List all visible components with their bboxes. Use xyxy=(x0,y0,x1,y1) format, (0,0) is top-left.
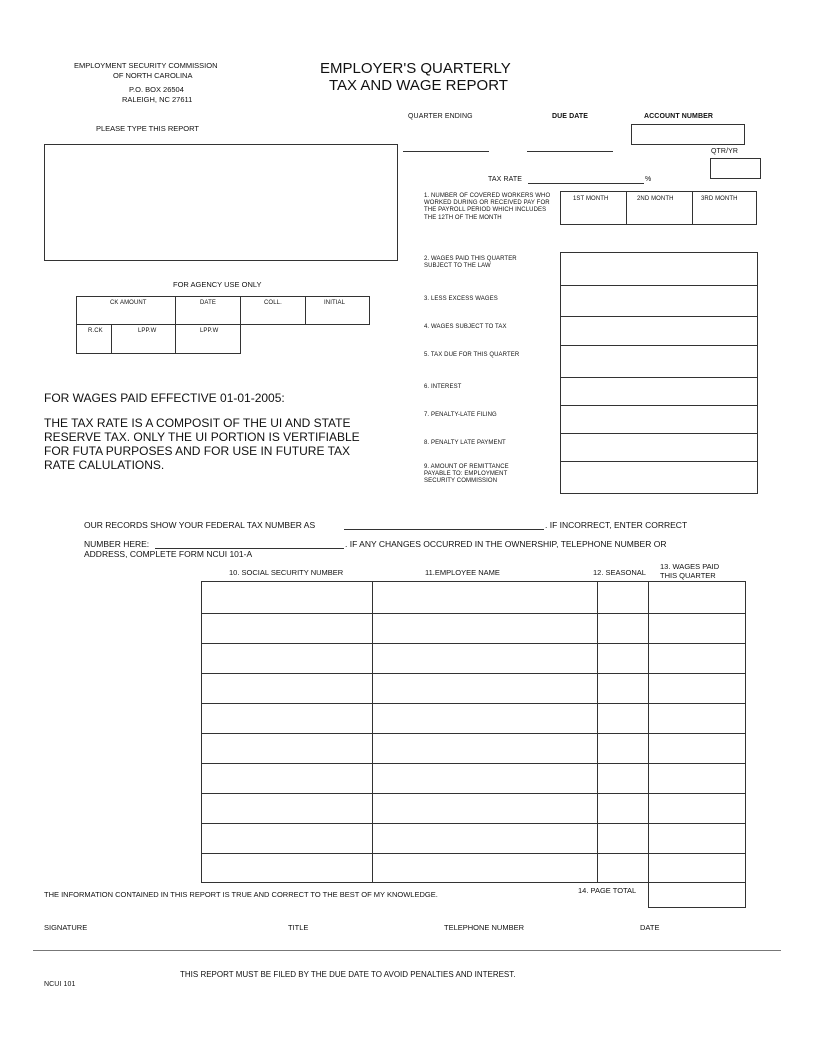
wages-cell[interactable] xyxy=(649,672,746,701)
seasonal-column-header: 12. SEASONAL xyxy=(593,568,646,577)
notice-line: FOR FUTA PURPOSES AND FOR USE IN FUTURE TAX xyxy=(44,444,351,458)
page-title-line1: EMPLOYER'S QUARTERLY xyxy=(320,60,511,77)
line-8-label: 8. PENALTY LATE PAYMENT xyxy=(424,440,506,446)
employee-name-cell[interactable] xyxy=(373,792,597,821)
seasonal-cell[interactable] xyxy=(598,642,648,671)
table-row xyxy=(202,642,746,671)
line-6-field[interactable] xyxy=(560,377,758,404)
qtr-yr-label: QTR/YR xyxy=(711,148,739,155)
wages-column-header: 13. WAGES PAID THIS QUARTER xyxy=(660,562,720,580)
coll-label: COLL. xyxy=(264,300,282,306)
wages-cell[interactable] xyxy=(649,642,746,671)
rck-label: R.CK xyxy=(88,328,103,334)
col-divider xyxy=(240,296,241,354)
due-date-label: DUE DATE xyxy=(552,113,589,120)
federal-tax-number-field[interactable] xyxy=(344,529,544,530)
line-2-field[interactable] xyxy=(560,252,758,284)
agency-name-line1: EMPLOYMENT SECURITY COMMISSION xyxy=(74,61,218,70)
ssn-cell[interactable] xyxy=(202,762,372,791)
notice-line: RATE CALULATIONS. xyxy=(44,458,165,472)
seasonal-cell[interactable] xyxy=(598,852,648,881)
covered-workers-table xyxy=(560,191,757,225)
employee-name-cell[interactable] xyxy=(373,852,597,881)
month-2-label: 2ND MONTH xyxy=(637,196,674,202)
account-number-label: ACCOUNT NUMBER xyxy=(644,113,714,120)
ssn-cell[interactable] xyxy=(202,852,372,881)
wages-cell[interactable] xyxy=(649,792,746,821)
col-divider xyxy=(175,296,176,354)
col-divider xyxy=(76,324,77,354)
federal-tax-text-1: OUR RECORDS SHOW YOUR FEDERAL TAX NUMBER AS xyxy=(84,520,316,530)
line-4-label: 4. WAGES SUBJECT TO TAX xyxy=(424,324,507,330)
employee-name-cell[interactable] xyxy=(373,762,597,791)
lppw-label-1: LPP.W xyxy=(138,328,157,334)
table-row xyxy=(202,582,746,611)
effective-date-notice: FOR WAGES PAID EFFECTIVE 01-01-2005: xyxy=(44,391,285,405)
line-6-label: 6. INTEREST xyxy=(424,384,462,390)
certification-statement: THE INFORMATION CONTAINED IN THIS REPORT IS TRUE AND CORRECT TO THE BEST OF MY KNOWLEDGE. xyxy=(44,890,438,899)
employee-name-cell[interactable] xyxy=(373,612,597,641)
ssn-cell[interactable] xyxy=(202,732,372,761)
wages-cell[interactable] xyxy=(649,702,746,731)
footer-divider xyxy=(33,950,781,951)
table-row xyxy=(202,762,746,791)
agency-use-title: FOR AGENCY USE ONLY xyxy=(173,280,262,289)
seasonal-cell[interactable] xyxy=(598,762,648,791)
wages-cell[interactable] xyxy=(649,822,746,851)
seasonal-cell[interactable] xyxy=(598,672,648,701)
ssn-cell[interactable] xyxy=(202,702,372,731)
line-5-label: 5. TAX DUE FOR THIS QUARTER xyxy=(424,352,520,358)
employee-name-cell[interactable] xyxy=(373,672,597,701)
employee-name-cell[interactable] xyxy=(373,702,597,731)
account-number-field[interactable] xyxy=(631,124,745,145)
agency-pobox: P.O. BOX 26504 xyxy=(129,85,184,94)
agency-use-bottom xyxy=(76,353,241,354)
ssn-cell[interactable] xyxy=(202,672,372,701)
title-label: TITLE xyxy=(288,923,309,932)
ssn-cell[interactable] xyxy=(202,612,372,641)
seasonal-cell[interactable] xyxy=(598,732,648,761)
quarter-ending-field[interactable] xyxy=(403,151,489,152)
line-9-label: 9. AMOUNT OF REMITTANCE PAYABLE TO: EMPLOYMENT SECURITY COMMISSION xyxy=(424,464,509,485)
tax-rate-label: TAX RATE xyxy=(488,176,522,183)
covered-workers-label: 1. NUMBER OF COVERED WORKERS WHO WORKED DURING OR RECEIVED PAY FOR THE PAYROLL PERIOD WHICH INCLUDES THE 12TH OF THE MONTH xyxy=(424,193,551,221)
ck-amount-label: CK AMOUNT xyxy=(110,300,147,306)
employee-name-cell[interactable] xyxy=(373,642,597,671)
table-row xyxy=(202,792,746,821)
line-9-field[interactable] xyxy=(560,461,758,494)
seasonal-cell[interactable] xyxy=(598,582,648,611)
telephone-label: TELEPHONE NUMBER xyxy=(444,923,525,932)
ssn-cell[interactable] xyxy=(202,792,372,821)
agency-use-table xyxy=(76,296,370,354)
wages-cell[interactable] xyxy=(649,852,746,881)
due-date-notice: THIS REPORT MUST BE FILED BY THE DUE DATE TO AVOID PENALTIES AND INTEREST. xyxy=(180,970,516,979)
tax-rate-field[interactable] xyxy=(528,183,644,184)
month-divider xyxy=(692,192,693,224)
ssn-cell[interactable] xyxy=(202,822,372,851)
wages-cell[interactable] xyxy=(649,732,746,761)
wages-cell[interactable] xyxy=(649,582,746,611)
notice-line: RESERVE TAX. ONLY THE UI PORTION IS VERTIFIABLE xyxy=(44,430,360,444)
month-divider xyxy=(626,192,627,224)
seasonal-cell[interactable] xyxy=(598,792,648,821)
table-row xyxy=(202,822,746,851)
page-title-line2: TAX AND WAGE REPORT xyxy=(329,77,508,94)
line-3-field[interactable] xyxy=(560,285,758,315)
table-row xyxy=(202,732,746,761)
employee-name-column-header: 11.EMPLOYEE NAME xyxy=(425,568,500,577)
percent-sign: % xyxy=(645,176,652,183)
table-row xyxy=(202,612,746,641)
signature-label: SIGNATURE xyxy=(44,923,88,932)
agency-city: RALEIGH, NC 27611 xyxy=(122,95,193,104)
ssn-cell[interactable] xyxy=(202,642,372,671)
line-3-label: 3. LESS EXCESS WAGES xyxy=(424,296,498,302)
ssn-column-header: 10. SOCIAL SECURITY NUMBER xyxy=(229,568,344,577)
line-4-field[interactable] xyxy=(560,316,758,344)
form-id: NCUI 101 xyxy=(44,981,76,988)
due-date-field[interactable] xyxy=(527,151,613,152)
table-row xyxy=(202,702,746,731)
table-row xyxy=(202,852,746,881)
federal-tax-text-2: . IF INCORRECT, ENTER CORRECT xyxy=(545,520,688,530)
please-type-note: PLEASE TYPE THIS REPORT xyxy=(96,124,199,133)
seasonal-cell[interactable] xyxy=(598,822,648,851)
wages-cell[interactable] xyxy=(649,762,746,791)
line-7-field[interactable] xyxy=(560,405,758,432)
month-3-label: 3RD MONTH xyxy=(701,196,738,202)
agency-date-label: DATE xyxy=(200,300,216,306)
col-divider xyxy=(111,324,112,354)
line-2-label: 2. WAGES PAID THIS QUARTER SUBJECT TO THE LAW xyxy=(424,256,517,270)
line-5-field[interactable] xyxy=(560,345,758,375)
date-label: DATE xyxy=(640,923,660,932)
wages-cell[interactable] xyxy=(649,612,746,641)
page-total-field[interactable] xyxy=(648,882,746,908)
employee-name-cell[interactable] xyxy=(373,732,597,761)
quarter-ending-label: QUARTER ENDING xyxy=(408,113,473,120)
seasonal-cell[interactable] xyxy=(598,612,648,641)
ssn-cell[interactable] xyxy=(202,582,372,611)
notice-line: THE TAX RATE IS A COMPOSIT OF THE UI AND STATE xyxy=(44,416,351,430)
initial-label: INITIAL xyxy=(324,300,346,306)
month-1-label: 1ST MONTH xyxy=(573,196,609,202)
employee-name-cell[interactable] xyxy=(373,822,597,851)
table-row xyxy=(202,672,746,701)
lppw-label-2: LPP.W xyxy=(200,328,219,334)
employer-address-box[interactable] xyxy=(44,144,398,261)
line-8-field[interactable] xyxy=(560,433,758,460)
page-total-label: 14. PAGE TOTAL xyxy=(578,886,637,895)
agency-name-line2: OF NORTH CAROLINA xyxy=(113,71,193,80)
seasonal-cell[interactable] xyxy=(598,702,648,731)
employee-name-cell[interactable] xyxy=(373,582,597,611)
ownership-change-text: . IF ANY CHANGES OCCURRED IN THE OWNERSHIP, TELEPHONE NUMBER OR xyxy=(345,539,667,549)
qtr-yr-field[interactable] xyxy=(710,158,761,179)
number-here-label: NUMBER HERE: xyxy=(84,539,150,549)
col-divider xyxy=(305,296,306,325)
line-7-label: 7. PENALTY-LATE FILING xyxy=(424,412,497,418)
form-101a-text: ADDRESS, COMPLETE FORM NCUI 101-A xyxy=(84,549,253,559)
